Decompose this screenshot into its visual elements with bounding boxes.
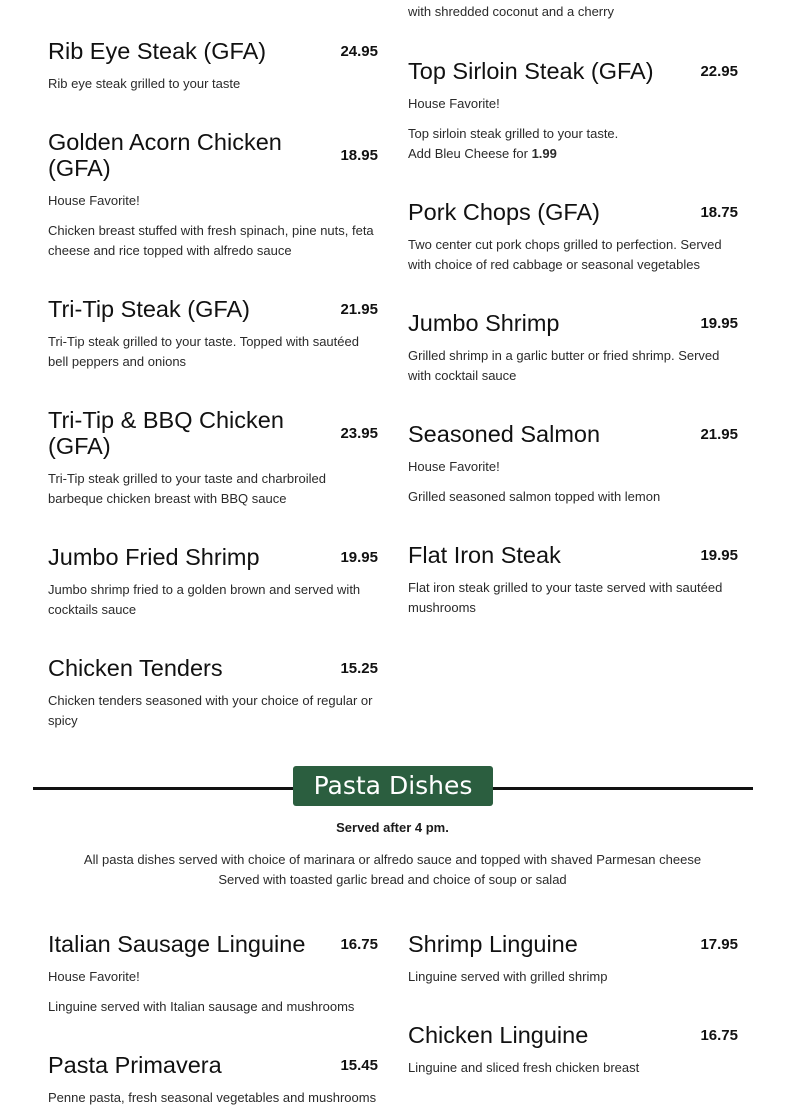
menu-item-header [48,655,378,681]
menu-item-description: Rib eye steak grilled to your taste [48,76,241,91]
menu-item-name: Jumbo Fried Shrimp [48,544,260,570]
menu-item-header [48,407,378,459]
menu-item-price: 19.95 [340,548,378,566]
menu-item-price: 17.95 [700,935,738,953]
menu-item-price: 18.75 [700,203,738,221]
menu-item-name: Tri-Tip & BBQ Chicken (GFA) [48,407,284,459]
menu-item-description: barbeque chicken breast with BBQ sauce [48,491,287,506]
menu-item-header [48,544,378,570]
menu-item-description: Penne pasta, fresh seasonal vegetables and mushrooms [48,1090,377,1105]
menu-item-header [408,199,738,225]
add-on-text: Add Bleu Cheese for [408,146,532,161]
menu-item-shrimp-linguine [408,931,738,987]
menu-item-description: Chicken tenders seasoned with your choice of regular or [48,693,373,708]
menu-item-flat-iron-steak [408,542,738,618]
menu-item-header [408,931,738,957]
menu-item-seasoned-salmon [408,421,738,507]
menu-item-price: 23.95 [340,424,378,442]
menu-item-name: Tri-Tip Steak (GFA) [48,296,250,322]
menu-item-description: Grilled seasoned salmon topped with lemon [408,489,661,504]
menu-item-description: with choice of red cabbage or seasonal vegetables [408,257,700,272]
menu-item-price: 21.95 [340,300,378,318]
menu-item-name: Pork Chops (GFA) [408,199,600,225]
menu-item-golden-acorn-chicken [48,129,378,261]
menu-item-name: Chicken Tenders [48,655,223,681]
menu-item-name: Golden Acorn Chicken (GFA) [48,129,282,181]
menu-item-description: Linguine and sliced fresh chicken breast [408,1060,640,1075]
menu-item-description: Top sirloin steak grilled to your taste. [408,126,619,141]
menu-item-description: with cocktail sauce [408,368,517,383]
menu-item-description: Flat iron steak grilled to your taste served with sautéed [408,580,723,595]
menu-item-name: Italian Sausage Linguine [48,931,306,957]
menu-item-header [48,296,378,322]
menu-item-price: 24.95 [340,42,378,60]
section-note-sides: Served with toasted garlic bread and choice of soup or salad [218,872,567,887]
menu-item-description: Tri-Tip steak grilled to your taste. Topped with sautéed [48,334,359,349]
house-favorite-label: House Favorite! [408,459,500,474]
menu-item-price: 15.45 [340,1056,378,1074]
menu-item-header [408,1022,738,1048]
menu-item-tri-tip-steak [48,296,378,372]
menu-item-description: bell peppers and onions [48,354,187,369]
menu-item-price: 19.95 [700,546,738,564]
menu-item-description: Jumbo shrimp fried to a golden brown and served with [48,582,361,597]
menu-item-header [408,421,738,447]
menu-item-header [408,310,738,336]
menu-item-top-sirloin-steak [408,58,738,164]
menu-item-price: 21.95 [700,425,738,443]
menu-item-price: 16.75 [700,1026,738,1044]
previous-item-description-fragment: with shredded coconut and a cherry [408,4,614,19]
house-favorite-label: House Favorite! [408,96,500,111]
menu-item-description: cheese and rice topped with alfredo sauce [48,243,292,258]
menu-item-description: cocktails sauce [48,602,137,617]
menu-item-header [408,542,738,568]
menu-item-description: Linguine served with Italian sausage and mushrooms [48,999,355,1014]
menu-item-name: Top Sirloin Steak (GFA) [408,58,654,84]
menu-item-name: Rib Eye Steak (GFA) [48,38,267,64]
menu-item-description: Tri-Tip steak grilled to your taste and charbroiled [48,471,326,486]
menu-item-jumbo-shrimp [408,310,738,386]
add-on-price: 1.99 [531,146,557,161]
menu-item-name: Jumbo Shrimp [408,310,560,336]
menu-item-price: 22.95 [700,62,738,80]
menu-item-name: Chicken Linguine [408,1022,589,1048]
menu-item-description: mushrooms [408,600,476,615]
menu-item-description: Linguine served with grilled shrimp [408,969,608,984]
menu-item-description: Two center cut pork chops grilled to perfection. Served [408,237,722,252]
house-favorite-label: House Favorite! [48,193,140,208]
menu-item-pork-chops [408,199,738,275]
menu-item-name: Shrimp Linguine [408,931,578,957]
menu-item-name: Pasta Primavera [48,1052,222,1078]
menu-item-header [48,38,378,64]
menu-item-name: Seasoned Salmon [408,421,601,447]
menu-item-italian-sausage-linguine [48,931,378,1017]
menu-item-header [48,931,378,957]
house-favorite-label: House Favorite! [48,969,140,984]
menu-item-header [48,129,378,181]
menu-item-description: spicy [48,713,78,728]
menu-item-tri-tip-bbq-chicken [48,407,378,509]
menu-item-price: 18.95 [340,146,378,164]
menu-item-description: Chicken breast stuffed with fresh spinach, pine nuts, feta [48,223,374,238]
section-served-note: Served after 4 pm. [336,820,449,835]
section-title-pasta-dishes: Pasta Dishes [293,766,493,806]
menu-item-header [408,58,738,84]
menu-item-pasta-primavera [48,1052,378,1108]
menu-item-description: Grilled shrimp in a garlic butter or fried shrimp. Served [408,348,720,363]
section-note-sauce: All pasta dishes served with choice of marinara or alfredo sauce and topped with shaved Parmesan cheese [83,852,702,867]
menu-item-header [48,1052,378,1078]
menu-item-price: 15.25 [340,659,378,677]
menu-item-jumbo-fried-shrimp [48,544,378,620]
menu-item-name: Flat Iron Steak [408,542,561,568]
menu-item-chicken-linguine [408,1022,738,1078]
menu-item-rib-eye-steak [48,38,378,94]
menu-item-price: 19.95 [700,314,738,332]
menu-item-price: 16.75 [340,935,378,953]
add-on-line [408,144,738,164]
menu-item-chicken-tenders [48,655,378,731]
